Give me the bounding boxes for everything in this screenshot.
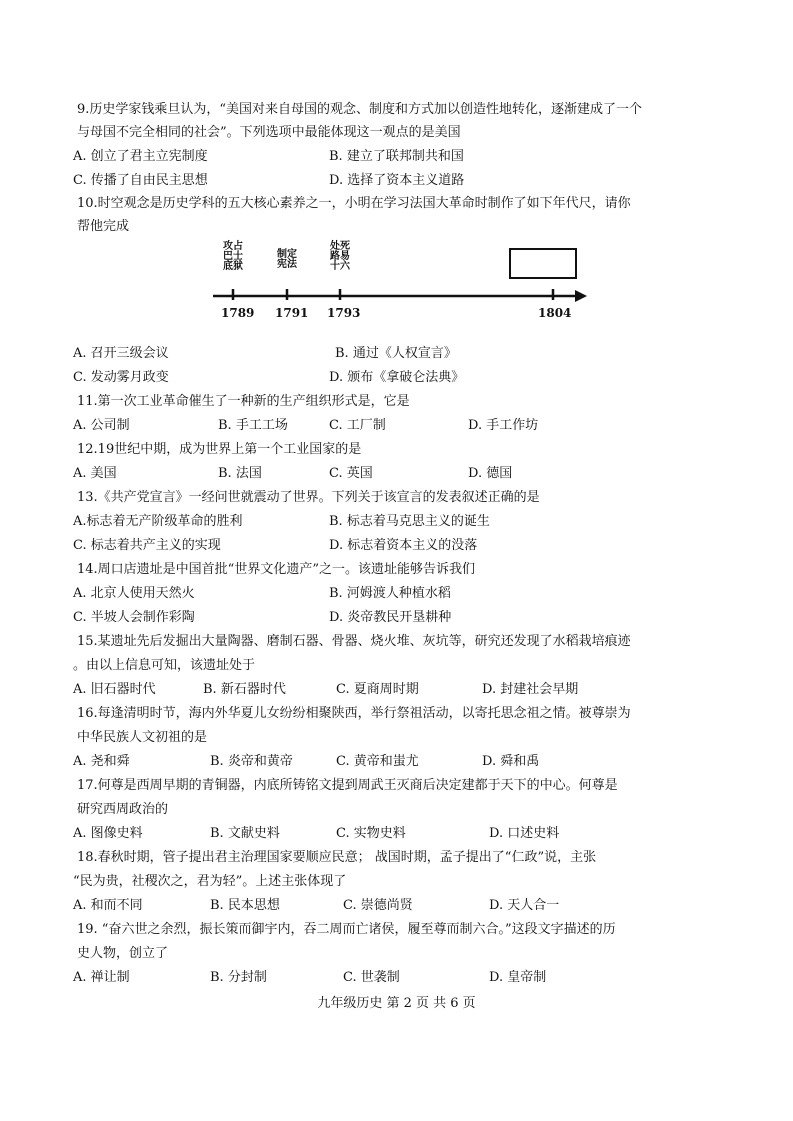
q16-stem-line1: 16.每逢清明时节，海内外华夏儿女纷纷相聚陕西，举行祭祖活动，以寄托思念祖之情。被尊崇为 bbox=[77, 706, 631, 721]
q15-option-d: D. 封建社会早期 bbox=[482, 682, 579, 697]
q12-option-c: C. 英国 bbox=[329, 466, 373, 481]
q12-option-d: D. 德国 bbox=[468, 466, 513, 481]
q13-option-b: B. 标志着马克思主义的诞生 bbox=[329, 514, 490, 529]
q9-option-c: C. 传播了自由民主思想 bbox=[73, 173, 208, 188]
q15-option-a: A. 旧石器时代 bbox=[73, 682, 156, 697]
q15-stem-line2: 。由以上信息可知，该遗址处于 bbox=[73, 658, 256, 673]
year-1789: 1789 bbox=[221, 306, 255, 320]
q17-option-a: A. 图像史料 bbox=[73, 826, 143, 841]
event-label-1791: 制定 宪法 bbox=[277, 249, 297, 270]
year-1793: 1793 bbox=[327, 306, 361, 320]
q11-stem: 11.第一次工业革命催生了一种新的生产组织形式是，它是 bbox=[77, 394, 410, 409]
q11-option-b: B. 手工工场 bbox=[218, 418, 288, 433]
q10-stem-line2: 帮他完成 bbox=[77, 219, 130, 234]
q17-option-b: B. 文献史料 bbox=[210, 826, 280, 841]
q14-option-b: B. 河姆渡人种植水稻 bbox=[329, 586, 451, 601]
q19-option-c: C. 世袭制 bbox=[343, 970, 400, 985]
q19-stem-line2: 史人物，创立了 bbox=[77, 946, 169, 961]
q16-stem-line2: 中华民族人文初祖的是 bbox=[77, 730, 208, 745]
q17-stem-line2: 研究西周政治的 bbox=[77, 802, 169, 817]
q15-option-b: B. 新石器时代 bbox=[203, 682, 286, 697]
q15-option-c: C. 夏商周时期 bbox=[336, 682, 419, 697]
q14-option-d: D. 炎帝教民开垦耕种 bbox=[329, 610, 452, 625]
q10-stem-line1: 10.时空观念是历史学科的五大核心素养之一，小明在学习法国大革命时制作了如下年代尺，请你 bbox=[77, 196, 631, 211]
q12-stem: 12.19世纪中期，成为世界上第一个工业国家的是 bbox=[77, 442, 362, 457]
q18-option-c: C. 崇德尚贤 bbox=[343, 898, 413, 913]
q14-option-a: A. 北京人使用天然火 bbox=[73, 586, 195, 601]
q17-option-d: D. 口述史料 bbox=[489, 826, 560, 841]
page-footer: 九年级历史 第 2 页 共 6 页 bbox=[317, 996, 476, 1011]
q16-option-a: A. 尧和舜 bbox=[73, 754, 130, 769]
q13-option-d: D. 标志着资本主义的没落 bbox=[329, 538, 478, 553]
q10-option-c: C. 发动雾月政变 bbox=[73, 370, 169, 385]
q18-option-a: A. 和而不同 bbox=[73, 898, 143, 913]
q18-option-d: D. 天人合一 bbox=[489, 898, 560, 913]
q19-option-b: B. 分封制 bbox=[210, 970, 267, 985]
q10-option-b: B. 通过《人权宣言》 bbox=[335, 346, 457, 361]
q16-option-b: B. 炎帝和黄帝 bbox=[210, 754, 293, 769]
q18-option-b: B. 民本思想 bbox=[210, 898, 280, 913]
q9-stem-line2: 与母国不完全相同的社会”。下列选项中最能体现这一观点的是美国 bbox=[77, 125, 461, 140]
timeline-arrow-icon bbox=[575, 290, 587, 302]
q19-option-a: A. 禅让制 bbox=[73, 970, 130, 985]
year-1804: 1804 bbox=[538, 306, 572, 320]
q13-option-a: A.标志着无产阶级革命的胜利 bbox=[73, 514, 243, 529]
q19-option-d: D. 皇帝制 bbox=[489, 970, 547, 985]
q18-stem-line2: “民为贵，社稷次之，君为轻”。上述主张体现了 bbox=[73, 874, 347, 889]
event-label-1789: 攻占 巴士 底狱 bbox=[223, 241, 243, 272]
q14-stem: 14.周口店遗址是中国首批“世界文化遗产”之一。该遗址能够告诉我们 bbox=[77, 562, 475, 577]
answer-blank-box bbox=[510, 249, 576, 278]
q9-option-d: D. 选择了资本主义道路 bbox=[329, 173, 465, 188]
timeline-ruler bbox=[205, 236, 595, 326]
q10-option-d: D. 颁布《拿破仑法典》 bbox=[329, 370, 465, 385]
q12-option-a: A. 美国 bbox=[73, 466, 117, 481]
q9-option-a: A. 创立了君主立宪制度 bbox=[73, 149, 208, 164]
q10-option-a: A. 召开三级会议 bbox=[73, 346, 169, 361]
q11-option-a: A. 公司制 bbox=[73, 418, 130, 433]
year-1791: 1791 bbox=[275, 306, 309, 320]
q13-stem: 13.《共产党宣言》一经问世就震动了世界。下列关于该宣言的发表叙述正确的是 bbox=[77, 490, 540, 505]
q14-option-c: C. 半坡人会制作彩陶 bbox=[73, 610, 195, 625]
q13-option-c: C. 标志着共产主义的实现 bbox=[73, 538, 221, 553]
event-label-1793: 处死 路易 十六 bbox=[330, 241, 350, 272]
q11-option-d: D. 手工作坊 bbox=[468, 418, 539, 433]
q12-option-b: B. 法国 bbox=[218, 466, 262, 481]
q11-option-c: C. 工厂制 bbox=[329, 418, 386, 433]
q17-stem-line1: 17.何尊是西周早期的青铜器，内底所铸铭文提到周武王灭商后决定建都于天下的中心。何尊是 bbox=[77, 778, 618, 793]
q17-option-c: C. 实物史料 bbox=[336, 826, 406, 841]
french-revolution-timeline bbox=[205, 236, 595, 326]
q18-stem-line1: 18.春秋时期，管子提出君主治理国家要顺应民意； 战国时期，孟子提出了“仁政”说，主张 bbox=[77, 850, 597, 865]
q16-option-c: C. 黄帝和蚩尤 bbox=[336, 754, 419, 769]
q19-stem-line1: 19. “奋六世之余烈，振长策而御宇内，吞二周而亡诸侯，履至尊而制六合。”这段文字描述的历 bbox=[77, 922, 616, 937]
q16-option-d: D. 舜和禹 bbox=[482, 754, 540, 769]
q9-stem-line1: 9.历史学家钱乘旦认为，“美国对来自母国的观念、制度和方式加以创造性地转化，逐渐建成了一个 bbox=[77, 102, 643, 117]
q15-stem-line1: 15.某遗址先后发掘出大量陶器、磨制石器、骨器、烧火堆、灰坑等，研究还发现了水稻栽培痕迹 bbox=[77, 634, 631, 649]
q9-option-b: B. 建立了联邦制共和国 bbox=[329, 149, 464, 164]
